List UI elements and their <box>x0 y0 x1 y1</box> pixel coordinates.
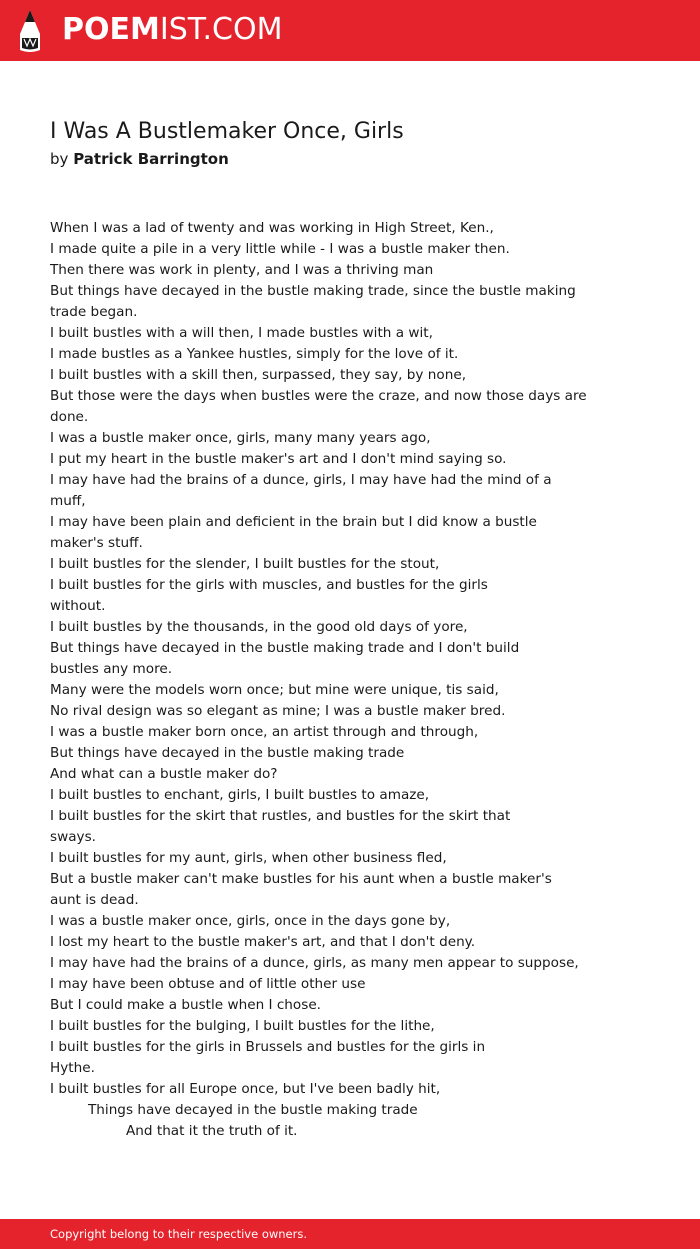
poem-title: I Was A Bustlemaker Once, Girls <box>50 119 404 144</box>
site-footer <box>0 1219 700 1249</box>
poem-line: And that it the truth of it. <box>126 1123 298 1139</box>
poem-line: But things have decayed in the bustle making trade <box>50 745 405 761</box>
poem-line: I built bustles for the skirt that rustles, and bustles for the skirt that <box>50 808 511 824</box>
poem-line: Things have decayed in the bustle making trade <box>88 1102 418 1118</box>
poem-line: But things have decayed in the bustle making trade, since the bustle making <box>50 283 576 299</box>
pencil-tip-icon[interactable] <box>16 8 44 54</box>
poem-line: But I could make a bustle when I chose. <box>50 997 322 1013</box>
poem-line: But things have decayed in the bustle making trade and I don't build <box>50 640 520 656</box>
poem-line: sways. <box>50 829 96 845</box>
poem-line: I built bustles for the girls in Brussels and bustles for the girls in <box>50 1039 486 1055</box>
byline <box>50 148 229 170</box>
poem-line: aunt is dead. <box>50 892 139 908</box>
poem-line: Many were the models worn once; but mine were unique, tis said, <box>50 682 499 698</box>
poem-line: I was a bustle maker born once, an artist through and through, <box>50 724 479 740</box>
poem-line: No rival design was so elegant as mine; I was a bustle maker bred. <box>50 703 506 719</box>
poem-body <box>50 218 650 1142</box>
copyright-text: Copyright belong to their respective owners. <box>50 1227 308 1241</box>
poem-line: Then there was work in plenty, and I was a thriving man <box>50 262 434 278</box>
poem-line: I built bustles by the thousands, in the good old days of yore, <box>50 619 468 635</box>
poem-line: I may have been plain and deficient in the brain but I did know a bustle <box>50 514 537 530</box>
poem-line: I built bustles with a skill then, surpassed, they say, by none, <box>50 367 467 383</box>
logo-bold-text: POEM <box>62 12 160 47</box>
poem-line: done. <box>50 409 89 425</box>
poem-line: But a bustle maker can't make bustles for his aunt when a bustle maker's <box>50 871 552 887</box>
poem-line: I was a bustle maker once, girls, once in the days gone by, <box>50 913 451 929</box>
poem-line: muff, <box>50 493 86 509</box>
poem-line: When I was a lad of twenty and was working in High Street, Ken., <box>50 220 494 236</box>
poem-line: I built bustles with a will then, I made bustles with a wit, <box>50 325 433 341</box>
poem-line: I built bustles to enchant, girls, I built bustles to amaze, <box>50 787 430 803</box>
poem-line: Hythe. <box>50 1060 95 1076</box>
author-name: Patrick Barrington <box>73 150 229 168</box>
poem-line: I made quite a pile in a very little while - I was a bustle maker then. <box>50 241 510 257</box>
poem-line: I lost my heart to the bustle maker's art, and that I don't deny. <box>50 934 476 950</box>
poem-line: I put my heart in the bustle maker's art and I don't mind saying so. <box>50 451 507 467</box>
poem-line: I built bustles for my aunt, girls, when other business fled, <box>50 850 447 866</box>
poem-line: But those were the days when bustles were the craze, and now those days are <box>50 388 587 404</box>
poem-line: I built bustles for the bulging, I built bustles for the lithe, <box>50 1018 435 1034</box>
poem-line: I built bustles for the slender, I built bustles for the stout, <box>50 556 440 572</box>
poem-line: I was a bustle maker once, girls, many many years ago, <box>50 430 431 446</box>
poem-line: maker's stuff. <box>50 535 143 551</box>
by-label: by <box>50 150 69 168</box>
poem-line: And what can a bustle maker do? <box>50 766 278 782</box>
poem-line: bustles any more. <box>50 661 173 677</box>
poem-line: I made bustles as a Yankee hustles, simply for the love of it. <box>50 346 459 362</box>
poem-line: without. <box>50 598 106 614</box>
logo-light-text: IST.COM <box>159 12 283 47</box>
poem-line: trade began. <box>50 304 138 320</box>
site-logo[interactable] <box>62 11 282 49</box>
poem-line: I built bustles for all Europe once, but I've been badly hit, <box>50 1081 441 1097</box>
site-header <box>0 0 700 61</box>
poem-line: I built bustles for the girls with muscles, and bustles for the girls <box>50 577 488 593</box>
poem-line: I may have been obtuse and of little other use <box>50 976 366 992</box>
poem-line: I may have had the brains of a dunce, girls, as many men appear to suppose, <box>50 955 579 971</box>
poem-line: I may have had the brains of a dunce, girls, I may have had the mind of a <box>50 472 552 488</box>
